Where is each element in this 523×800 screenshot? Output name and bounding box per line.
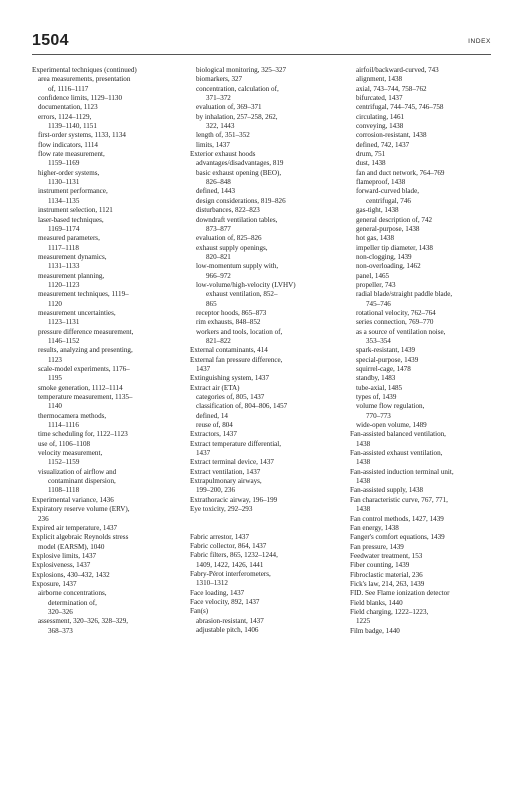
index-subentry: airfoil/backward-curved, 743: [356, 66, 439, 74]
index-entry: Fabric collector, 864, 1437: [190, 541, 267, 550]
index-subentry: circulating, 1461: [356, 112, 405, 121]
index-subentry: airborne concentrations,: [38, 589, 107, 598]
index-subentry: instrument selection, 1121: [38, 206, 113, 215]
index-subentry: propeller, 743: [356, 280, 396, 289]
index-entry: Extinguishing system, 1437: [190, 374, 270, 383]
index-subentry: 1146–1152: [48, 336, 80, 345]
index-subentry: downdraft ventilation tables,: [196, 215, 278, 224]
index-subentry: defined, 742, 1437: [356, 140, 410, 149]
index-entry: Fan-assisted exhaust ventilation,: [350, 449, 443, 458]
index-subentry: special-purpose, 1439: [356, 355, 419, 364]
index-entry: Fanger's comfort equations, 1439: [350, 533, 445, 542]
index-subentry: measurement planning,: [38, 271, 105, 280]
index-subentry: area measurements, presentation: [38, 75, 131, 84]
index-subentry: 1225: [356, 617, 371, 626]
index-subentry: dust, 1438: [356, 159, 386, 168]
index-entry: Extractors, 1437: [190, 430, 237, 439]
index-subentry: exhaust ventilation, 852–: [206, 290, 278, 299]
index-subentry: results, analyzing and presenting,: [38, 346, 133, 355]
running-head: INDEX: [468, 38, 491, 45]
index-subentry: design considerations, 819–826: [196, 196, 286, 205]
header-rule: [32, 54, 491, 55]
index-entry: Fan energy, 1438: [350, 523, 399, 532]
index-entry: Fan-assisted induction terminal unit,: [350, 467, 454, 476]
index-subentry: 1108–1118: [48, 486, 80, 495]
index-entry: Face loading, 1437: [190, 588, 245, 597]
index-subentry: 1139–1140, 1151: [48, 122, 97, 131]
index-entry: Fan-assisted balanced ventilation,: [350, 430, 446, 439]
index-subentry: 1438: [356, 458, 371, 467]
index-subentry: concentration, calculation of,: [196, 84, 279, 93]
index-subentry: first-order systems, 1133, 1134: [38, 131, 126, 140]
index-subentry: 371–372: [206, 94, 231, 103]
index-subentry: reuse of, 804: [196, 421, 233, 430]
index-subentry: evaluation of, 369–371: [196, 103, 262, 112]
index-subentry: pressure difference measurement,: [38, 327, 134, 336]
index-subentry: 236: [38, 514, 49, 523]
index-subentry: corrosion-resistant, 1438: [356, 131, 427, 140]
index-entry: Fan-assisted supply, 1438: [350, 486, 424, 495]
index-entry: Field blanks, 1440: [350, 598, 403, 607]
index-subentry: scale-model experiments, 1176–: [38, 365, 130, 373]
index-column-3: [350, 66, 495, 636]
index-entry: Fabric arrestor, 1437: [190, 532, 250, 541]
index-subentry: biomarkers, 327: [196, 75, 243, 84]
index-subentry: 1140: [48, 402, 62, 411]
index-subentry: model (EARSM), 1040: [38, 542, 105, 551]
index-subentry: 1120: [48, 299, 62, 308]
index-subentry: 770–773: [366, 411, 391, 420]
index-subentry: squirrel-cage, 1478: [356, 365, 411, 373]
index-subentry: assessment, 320–326, 328–329,: [38, 617, 129, 626]
index-subentry: wide-open volume, 1489: [356, 421, 427, 430]
index-entry: Explosive limits, 1437: [32, 551, 97, 560]
index-entry: Face velocity, 892, 1437: [190, 597, 260, 606]
index-subentry: documentation, 1123: [38, 103, 98, 112]
index-subentry: flameproof, 1438: [356, 178, 406, 187]
index-subentry: 1131–1133: [48, 262, 80, 271]
index-subentry: 1438: [356, 505, 371, 514]
index-subentry: general-purpose, 1438: [356, 224, 420, 233]
index-subentry: hot gas, 1438: [356, 234, 395, 243]
index-subentry: abrasion-resistant, 1437: [196, 616, 264, 625]
index-subentry: 322, 1443: [206, 122, 235, 131]
index-subentry: 1123–1131: [48, 318, 80, 327]
index-subentry: measurement uncertainties,: [38, 308, 116, 317]
index-subentry: workers and tools, location of,: [196, 327, 283, 336]
section-gap: [190, 515, 340, 533]
index-entry: Fick's law, 214, 263, 1439: [350, 579, 425, 588]
index-subentry: instrument performance,: [38, 187, 108, 196]
index-subentry: by inhalation, 257–258, 262,: [196, 112, 278, 121]
index-subentry: 873–877: [206, 224, 231, 233]
index-subentry: non-clogging, 1439: [356, 252, 412, 261]
index-entry: Fabry-Pérot interferometers,: [190, 569, 271, 578]
index-entry: Fiber counting, 1439: [350, 561, 410, 570]
index-subentry: 368–373: [48, 626, 73, 635]
index-subentry: series connection, 769–770: [356, 318, 434, 327]
index-entry: Explosions, 430–432, 1432: [32, 570, 110, 579]
index-subentry: 820–821: [206, 252, 231, 261]
index-subentry: 826–848: [206, 178, 231, 187]
index-subentry: 1438: [356, 477, 371, 486]
index-subentry: gas-tight, 1438: [356, 206, 399, 215]
index-subentry: biological monitoring, 325–327: [196, 66, 287, 74]
index-subentry: 1310–1312: [196, 579, 228, 588]
index-subentry: 353–354: [366, 336, 391, 345]
index-entry: Explicit algebraic Reynolds stress: [32, 533, 129, 542]
index-subentry: tube-axial, 1485: [356, 383, 403, 392]
page-number: 1504: [32, 32, 69, 49]
index-subentry: defined, 1443: [196, 187, 236, 196]
index-subentry: radial blade/straight paddle blade,: [356, 290, 453, 299]
index-subentry: panel, 1465: [356, 271, 390, 280]
index-subentry: measurement dynamics,: [38, 252, 107, 261]
index-subentry: exhaust supply openings,: [196, 243, 268, 252]
index-subentry: impeller tip diameter, 1438: [356, 243, 433, 252]
index-subentry: 1169–1174: [48, 224, 80, 233]
index-subentry: fan and duct network, 764–769: [356, 168, 445, 177]
index-subentry: centrifugal, 746: [366, 196, 411, 205]
index-subentry: of, 1116–1117: [48, 84, 89, 93]
index-subentry: centrifugal, 744–745, 746–758: [356, 103, 444, 112]
index-subentry: 745–746: [366, 299, 391, 308]
index-entry: Fan pressure, 1439: [350, 542, 404, 551]
index-subentry: thermocamera methods,: [38, 411, 107, 420]
index-subentry: smoke generation, 1112–1114: [38, 383, 123, 392]
index-subentry: conveying, 1438: [356, 122, 404, 131]
index-entry: Experimental techniques (continued): [32, 66, 137, 74]
index-entry: Explosiveness, 1437: [32, 561, 91, 570]
index-subentry: non-overloading, 1462: [356, 262, 421, 271]
index-entry: Extract air (ETA): [190, 383, 240, 392]
index-subentry: 821–822: [206, 336, 231, 345]
index-subentry: evaluation of, 825–826: [196, 234, 262, 243]
index-entry: Expired air temperature, 1437: [32, 523, 118, 532]
index-subentry: use of, 1106–1108: [38, 439, 91, 448]
index-subentry: 1120–1123: [48, 280, 80, 289]
index-entry: Exterior exhaust hoods: [190, 150, 256, 159]
index-entry: Fan characteristic curve, 767, 771,: [350, 495, 448, 504]
index-subentry: volume flow regulation,: [356, 402, 425, 411]
index-subentry: classification of, 804–806, 1457: [196, 402, 288, 411]
index-subentry: receptor hoods, 865–873: [196, 308, 267, 317]
index-subentry: contaminant dispersion,: [48, 477, 116, 486]
index-subentry: 1409, 1422, 1426, 1441: [196, 560, 264, 569]
index-subentry: low-momentum supply with,: [196, 262, 279, 271]
index-entry: External contaminants, 414: [190, 346, 268, 355]
index-subentry: measured parameters,: [38, 234, 100, 243]
index-entry: Feedwater treatment, 153: [350, 551, 423, 560]
index-subentry: errors, 1124–1129,: [38, 112, 92, 121]
index-subentry: 199–200, 236: [196, 486, 236, 495]
index-subentry: low-volume/high-velocity (LVHV): [196, 280, 296, 289]
index-subentry: temperature measurement, 1135–: [38, 393, 133, 402]
index-subentry: general description of, 742: [356, 215, 433, 224]
index-column-2: [190, 66, 340, 635]
index-subentry: 1117–1118: [48, 243, 79, 252]
index-column-1: [32, 66, 182, 636]
index-subentry: basic exhaust opening (BEO),: [196, 168, 282, 177]
index-entry: Eye toxicity, 292–293: [190, 505, 253, 514]
index-entry: Experimental variance, 1436: [32, 495, 114, 504]
index-subentry: 1130–1131: [48, 178, 80, 187]
index-entry: Exposure, 1437: [32, 579, 77, 588]
index-entry: Expiratory reserve volume (ERV),: [32, 505, 130, 514]
index-subentry: velocity measurement,: [38, 449, 103, 458]
index-subentry: higher-order systems,: [38, 168, 100, 177]
index-subentry: adjustable pitch, 1406: [196, 625, 259, 634]
index-entry: Extract temperature differential,: [190, 439, 282, 448]
index-subentry: visualization of airflow and: [38, 467, 117, 476]
index-subentry: flow rate measurement,: [38, 150, 105, 159]
index-subentry: spark-resistant, 1439: [356, 346, 416, 355]
index-entry: Extrathoracic airway, 196–199: [190, 495, 278, 504]
index-subentry: axial, 743–744, 758–762: [356, 84, 427, 93]
index-subentry: length of, 351–352: [196, 131, 250, 140]
index-subentry: advantages/disadvantages, 819: [196, 159, 284, 168]
index-subentry: forward-curved blade,: [356, 187, 420, 196]
index-subentry: types of, 1439: [356, 393, 397, 402]
index-subentry: 966–972: [206, 271, 231, 280]
index-entry: Fibroclastic material, 236: [350, 570, 423, 579]
index-subentry: 1195: [48, 374, 62, 383]
index-subentry: 320–326: [48, 607, 73, 616]
index-subentry: drum, 751: [356, 150, 386, 159]
index-subentry: 1159–1169: [48, 159, 80, 168]
index-subentry: 1437: [196, 449, 211, 458]
index-subentry: 1437: [196, 365, 211, 373]
index-entry: FID. See Flame ionization detector: [350, 589, 450, 598]
index-entry: Field charging, 1222–1223,: [350, 607, 429, 616]
index-subentry: rotational velocity, 762–764: [356, 308, 436, 317]
index-subentry: categories of, 805, 1437: [196, 393, 265, 402]
index-subentry: 1114–1116: [48, 421, 79, 430]
index-subentry: 1438: [356, 439, 371, 448]
index-subentry: as a source of ventilation noise,: [356, 327, 446, 336]
index-entry: Fabric filters, 865, 1232–1244,: [190, 551, 278, 560]
index-subentry: bifurcated, 1437: [356, 94, 403, 103]
index-subentry: 865: [206, 299, 217, 308]
index-subentry: 1134–1135: [48, 196, 80, 205]
index-subentry: defined, 14: [196, 411, 228, 420]
index-subentry: disturbances, 822–823: [196, 206, 260, 215]
index-subentry: confidence limits, 1129–1130: [38, 94, 122, 103]
index-entry: Extrapulmonary airways,: [190, 477, 262, 486]
index-entry: Fan(s): [190, 607, 209, 616]
index-entry: Extract ventilation, 1437: [190, 467, 261, 476]
index-subentry: flow indicators, 1114: [38, 140, 98, 149]
index-subentry: standby, 1483: [356, 374, 396, 383]
index-subentry: time scheduling for, 1122–1123: [38, 430, 128, 439]
index-subentry: alignment, 1438: [356, 75, 403, 84]
index-subentry: 1152–1159: [48, 458, 80, 467]
index-entry: Extract terminal device, 1437: [190, 458, 274, 467]
index-subentry: determination of,: [48, 598, 97, 607]
index-subentry: 1123: [48, 355, 62, 364]
index-subentry: measurement techniques, 1119–: [38, 290, 129, 299]
index-entry: External fan pressure difference,: [190, 355, 283, 364]
index-subentry: limits, 1437: [196, 140, 230, 149]
index-entry: Fan control methods, 1427, 1439: [350, 514, 444, 523]
index-entry: Film badge, 1440: [350, 626, 400, 635]
index-subentry: laser-based techniques,: [38, 215, 104, 224]
index-subentry: rim exhausts, 848–852: [196, 318, 261, 327]
